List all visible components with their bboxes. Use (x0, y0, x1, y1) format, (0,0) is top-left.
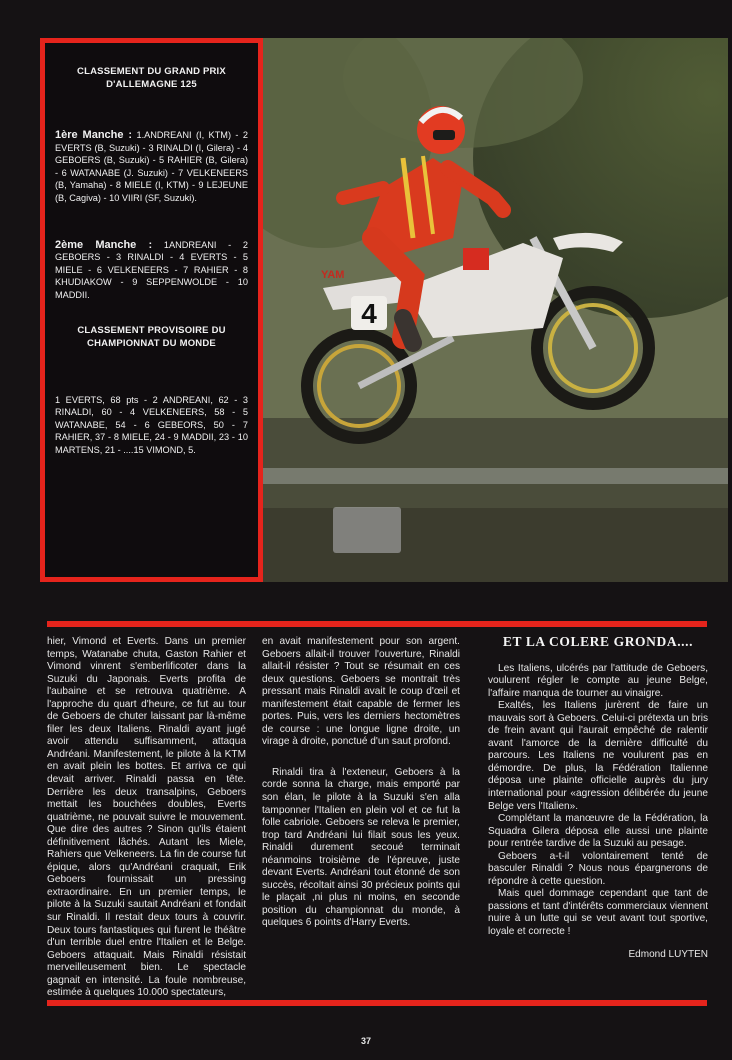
top-divider (47, 621, 707, 627)
first-race-results (55, 129, 248, 205)
col3-paragraph-3: Complétant la manœuvre de la Fédération, la Squadra Gilera déposa elle aussi une plainte pour rentrée tardive de la Suzuki au pesage. (488, 813, 708, 850)
col3-paragraph-5: Mais quel dommage cependant que tant de passions et tant d'intérêts commerciaux viennent nuire à un lutte qui se veut avant tout sportive, loyale et correcte ! (488, 888, 708, 938)
first-race-label: 1ère Manche : (55, 129, 133, 141)
col1-text: hier, Vimond et Everts. Dans un premier temps, Watanabe chuta, Gaston Rahier et Vimond vinrent s'emberlificoter dans la Suzuki du Japonais. Everts profita de l'aubaine et se retrouva quatrième. A l'approche du quart d'heure, ce fut au tour de Geboers de chuter laissant par là-même filer les deux Italiens. Rinaldi ayant jugé avoir attendu suffisamment, attaqua Andréani. Manifestement, le pilote à la KTM en avait plein les bottes. Et arriva ce qui devait arriver. Rinaldi passa en tête. Derrière les deux transalpins, Geboers mettait les bouchées doubles, Everts quatrième, ne pouvait suivre le mouvement. Que dire des autres ? Sinon qu'ils étaient définitivement lâchés. Autant les Miele, Rahiers que Velkeneers. La fin de course fut épique, alors qu'Andréani craquait, Erik Geboers fournissait un pressing extraordinaire. En un premier temps, le pilote à la Suzuki sautait Andréani et fondait sur Rinaldi. Il restait deux tours à couvrir. Deux tours fantastiques qui furent le théâtre d'un terrible duel entre l'Italien et le Belge. Geboers attaquait. Mais Rinaldi résistait merveilleusement bien. Le spectacle gagnait en intensité. La foule nombreuse, estimée à quelques 10.000 spectateurs, (47, 636, 246, 999)
second-race-results (55, 239, 248, 302)
watermark-logo (333, 507, 401, 553)
section-title: ET LA COLERE GRONDA.... (502, 634, 694, 649)
second-race-label: 2ème Manche : (55, 238, 153, 251)
col2-paragraph-2: Rinaldi tira à l'exteneur, Geboers à la corde sonna la charge, mais emporté par son élan, le pilote à la Suzuki s'en alla tamponner l'Italien en plein vol et ce fut la folle cabriole. Geboers se releva le premier, trop tard Andréani lui filait sous les yeux. Rinaldi durement secoué terminait néanmoins troisième de l'épreuve, juste devant Everts. Andréani tout étonné de son succès, récoltait ainsi 30 précieux points qui le plaçait ,ni plus ni moins, en seconde position du championnat du monde, à quelques 6 points d'Harry Everts. (262, 766, 460, 929)
first-race-text: 1.ANDREANI (I, KTM) - 2 EVERTS (B, Suzuki) - 3 RINALDI (I, Gilera) - 4 GEBOERS (B, Suzuki) - 5 RAHIER (B, Gilera) - 6 WATANABE (J. Suzuki) - 7 VELKENEERS (B, Yamaha) - 8 MIELE (I, KTM) - 9 LEJEUNE (B, Cagiva) - 10 VIIRI (SF, Suzuki). (55, 130, 248, 203)
bottom-divider (47, 1000, 707, 1006)
page-number: 37 (360, 1036, 371, 1046)
bike-number: 4 (361, 298, 377, 329)
rider-illustration (263, 38, 728, 582)
col2-paragraph-1: en avait manifestement pour son argent. Geboers allait-il trouver l'ouverture, Rinaldi allait-il résister ? Tout se résumait en ces deux questions. Geboers se montrait très pressant mais Rinaldi avait le coup d'œil et manifestement était capable de fermer les portes. Puis, vers les derniers hectomètres de course : une longue ligne droite, un virage à droite, ponctué d'un saut profond. (262, 636, 460, 748)
motocross-photo (263, 38, 728, 582)
championship-title: CLASSEMENT PROVISOIRE DU CHAMPIONNAT DU MONDE (77, 324, 226, 349)
brand-mark: YAM (321, 269, 345, 281)
article-column-2 (262, 636, 460, 930)
results-sidebar (40, 38, 263, 582)
col3-paragraph-2: Exaltés, les Italiens jurèrent de faire un mauvais sort à Geboers. Celui-ci prétexta un bris de frein avant qui l'aurait empêché de ralentir avant l'amorce de la dernière difficulté du parcours. Les Italiens ne voulurent pas en démordre. De plus, la Fédération Italienne déposa une plainte officielle auprès du jury international pour «agression délibérée du jeune Belge vers l'Italien». (488, 700, 708, 812)
grand-prix-title: CLASSEMENT DU GRAND PRIX D'ALLEMAGNE 125 (77, 66, 226, 90)
championship-standings: 1 EVERTS, 68 pts - 2 ANDREANI, 62 - 3 RINALDI, 60 - 4 VELKENEERS, 58 - 5 WATANABE, 54 - 6 GEBEORS, 50 - 7 RAHIER, 37 - 8 MIELE, 24 - 9 MADDII, 23 - 10 MARTENS, 21 - ....15 VIMOND, 5. (55, 394, 248, 455)
col3-paragraph-4: Geboers a-t-il volontairement tenté de basculer Rinaldi ? Nous nous épargnerons de répondre à cette question. (488, 850, 708, 887)
author-byline: Edmond LUYTEN (628, 948, 708, 960)
second-race-text: 1ANDREANI - 2 GEBOERS - 3 RINALDI - 4 EVERTS - 5 MIELE - 6 VELKENEERS - 7 RAHIER - 8 KHUDIAKOW - 9 SEPPENWOLDE - 10 MADDII. (55, 239, 248, 300)
article-column-3 (488, 636, 708, 961)
article-column-1 (47, 636, 246, 1000)
col3-paragraph-1: Les Italiens, ulcérés par l'attitude de Geboers, voulurent régler le compte au jeune Belge, l'affaire manqua de tourner au vinaigre. (488, 662, 708, 699)
